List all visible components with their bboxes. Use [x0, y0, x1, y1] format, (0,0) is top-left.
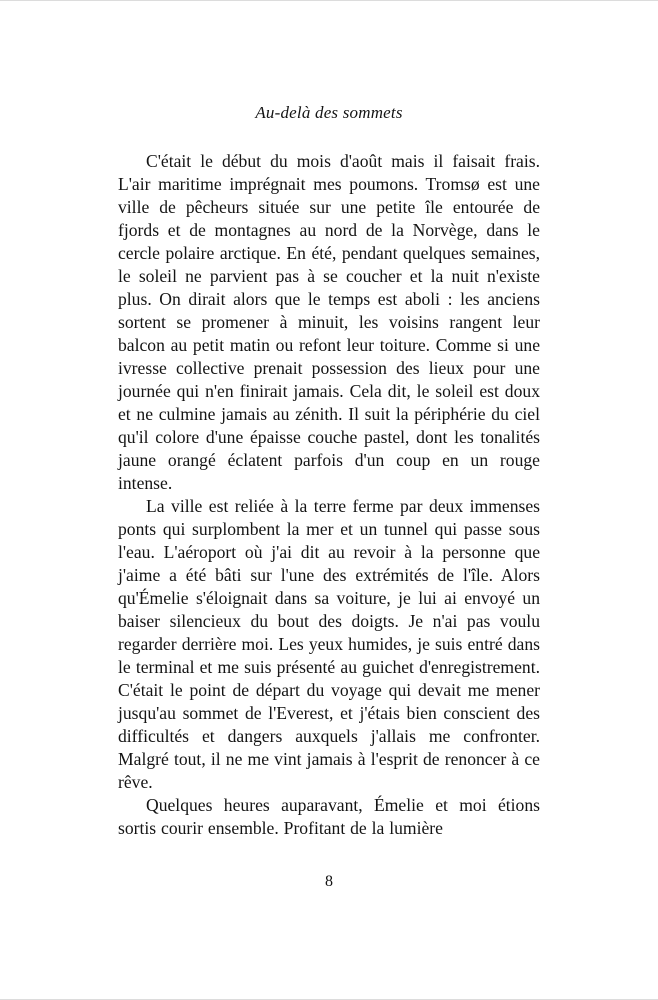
body-text	[118, 150, 540, 840]
paragraph-1: C'était le début du mois d'août mais il faisait frais. L'air maritime imprégnait mes poumons. Tromsø est une ville de pêcheurs située sur une petite île entourée de fjords et de montagnes au nord de la Norvège, dans le cercle polaire arctique. En été, pendant quelques semaines, le soleil ne parvient pas à se coucher et la nuit n'existe plus. On dirait alors que le temps est aboli : les anciens sortent se promener à minuit, les voisins rangent leur balcon au petit matin ou refont leur toiture. Comme si une ivresse collective prenait possession des lieux pour une journée qui n'en finirait jamais. Cela dit, le soleil est doux et ne culmine jamais au zénith. Il suit la périphérie du ciel qu'il colore d'une épaisse couche pastel, dont les tonalités jaune orangé éclatent parfois d'un coup en un rouge intense.	[118, 151, 540, 493]
running-title: Au-delà des sommets	[255, 103, 403, 122]
paragraph-3: Quelques heures auparavant, Émelie et moi étions sortis courir ensemble. Profitant de la lumière	[118, 795, 540, 838]
page-number: 8	[325, 873, 333, 890]
paragraph-2: La ville est reliée à la terre ferme par deux immenses ponts qui surplombent la mer et un tunnel qui passe sous l'eau. L'aéroport où j'ai dit au revoir à la personne que j'aime a été bâti sur l'une des extrémités de l'île. Alors qu'Émelie s'éloignait dans sa voiture, je lui ai envoyé un baiser silencieux du bout des doigts. Je n'ai pas voulu regarder derrière moi. Les yeux humides, je suis entré dans le terminal et me suis présenté au guichet d'enregistrement. C'était le point de départ du voyage qui devait me mener jusqu'au sommet de l'Everest, et j'étais bien conscient des difficultés et dangers auxquels j'allais me confronter. Malgré tout, il ne me vint jamais à l'esprit de renoncer à ce rêve.	[118, 496, 540, 792]
